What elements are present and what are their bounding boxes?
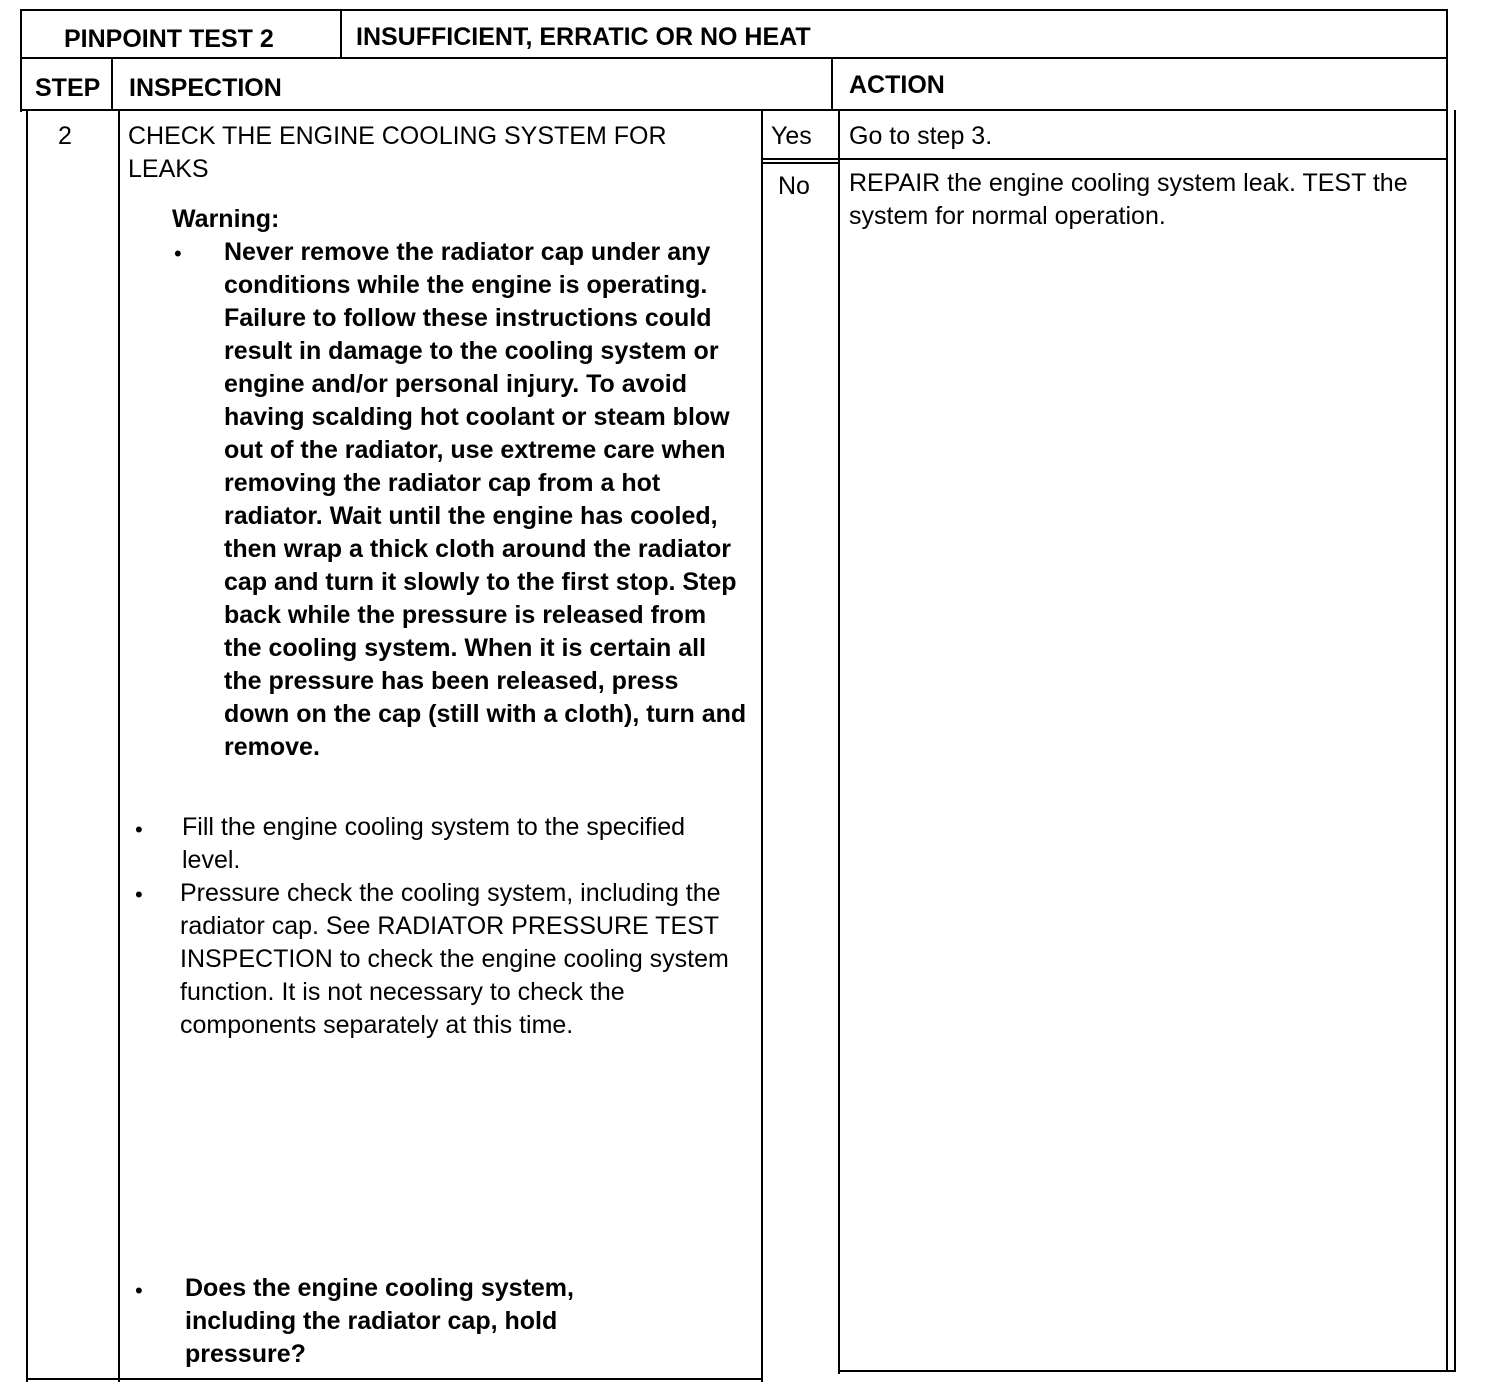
pressure-instruction: Pressure check the cooling system, including the radiator cap. See RADIATOR PRESSURE TEST INSPECTION to check the engine cooling system function. It is not necessary to check the components separately at this time. <box>180 879 729 1039</box>
step-number: 2 <box>58 122 72 150</box>
rule-below-title <box>20 57 1448 59</box>
yes-label: Yes <box>771 122 812 150</box>
column-header-action: ACTION <box>849 71 945 99</box>
yes-no-divider-lower <box>761 162 840 164</box>
action-column-rule-body <box>838 110 840 1374</box>
border-right <box>1446 9 1448 1372</box>
header-divider <box>340 9 342 59</box>
warning-label: Warning: <box>172 205 280 233</box>
test-title: INSUFFICIENT, ERRATIC OR NO HEAT <box>356 23 811 51</box>
step-column-rule-body <box>118 110 120 1382</box>
fill-instruction: Fill the engine cooling system to the specified level. <box>182 813 686 874</box>
answer-column-rule <box>761 110 763 1382</box>
pressure-bullet: • <box>135 882 143 907</box>
yes-action: Go to step 3. <box>849 122 993 150</box>
rule-below-columns <box>20 109 1448 111</box>
no-label: No <box>778 172 810 200</box>
inspection-question: Does the engine cooling system, including the radiator cap, hold pressure? <box>185 1274 574 1368</box>
column-header-step: STEP <box>35 74 101 102</box>
test-label: PINPOINT TEST 2 <box>64 25 274 53</box>
border-right-shadow <box>1454 110 1456 1372</box>
action-column-rule <box>831 59 833 111</box>
step-column-rule <box>111 59 113 111</box>
border-bottom <box>26 1378 763 1380</box>
column-header-inspection: INSPECTION <box>129 74 282 102</box>
no-action: REPAIR the engine cooling system leak. TEST the system for normal operation. <box>849 169 1408 230</box>
warning-bullet: • <box>174 241 182 266</box>
inspection-title: CHECK THE ENGINE COOLING SYSTEM FOR LEAKS <box>128 122 667 183</box>
border-left-body <box>26 110 28 1382</box>
question-bullet: • <box>135 1278 143 1303</box>
fill-bullet: • <box>135 817 143 842</box>
warning-text: Never remove the radiator cap under any conditions while the engine is operating. Failure to follow these instructions could result in damage to the cooling system or engine and/or personal injury. To avoid having scalding hot coolant or steam blow out of the radiator, use extreme care when removing the radiator cap from a hot radiator. Wait until the engine has cooled, then wrap a thick cloth around the radiator cap and turn it slowly to the first stop. Step back while the pressure is released from the cooling system. When it is certain all the pressure has been released, press down on the cap (still with a cloth), turn and remove. <box>224 238 747 761</box>
yes-no-divider <box>761 158 1448 160</box>
border-left-header <box>20 9 22 112</box>
border-bottom-right <box>838 1370 1456 1372</box>
border-top <box>20 9 1448 11</box>
